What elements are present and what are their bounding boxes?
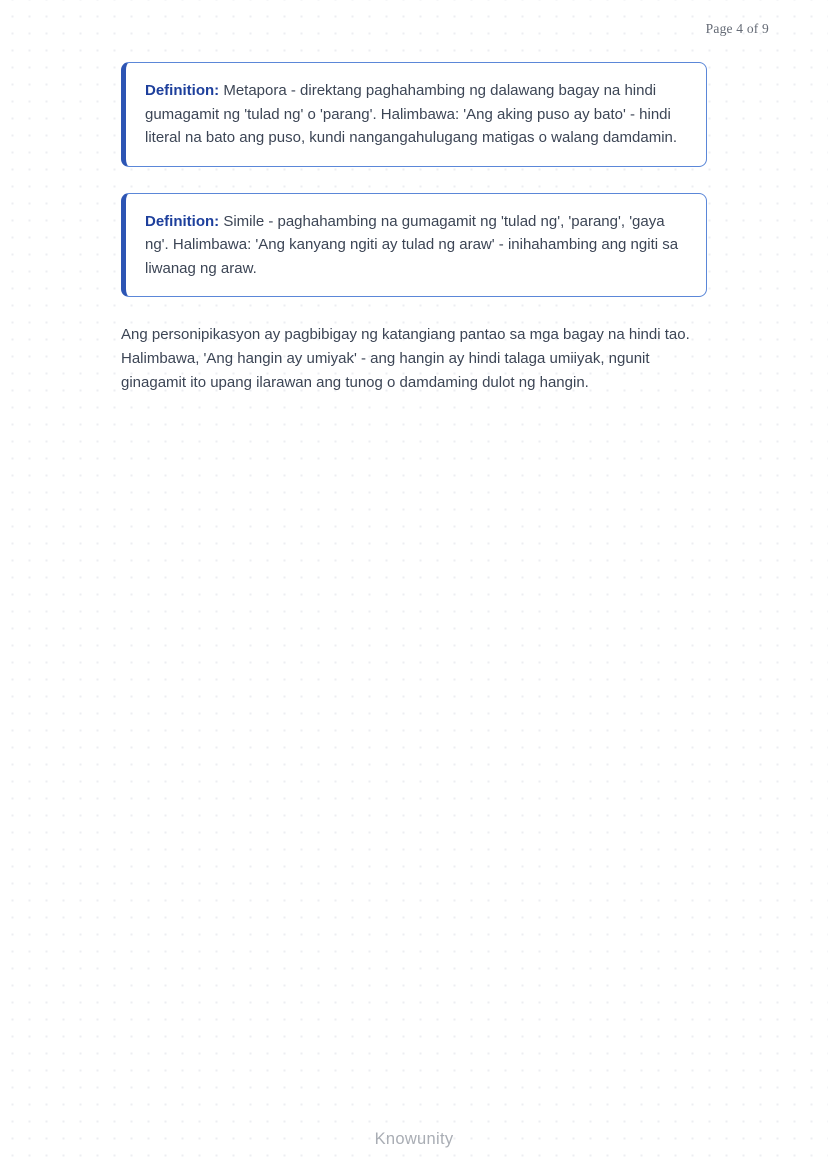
definition-label: Definition: xyxy=(145,82,220,99)
definition-label: Definition: xyxy=(145,212,220,230)
definition-box-simile xyxy=(121,193,707,298)
definition-box-metapora xyxy=(121,62,707,167)
definition-body: Simile - paghahambing na gumagamit ng 'tulad ng', 'parang', 'gaya ng'. Halimbawa: 'Ang kanyang ngiti ay tulad ng araw' - inihahambing ang ngiti sa liwanag ng araw. xyxy=(145,212,679,277)
definition-text xyxy=(145,79,690,150)
personification-paragraph: Ang personipikasyon ay pagbibigay ng katangiang pantao sa mga bagay na hindi tao. Halimbawa, 'Ang hangin ay umiyak' - ang hangin ay hindi talaga umiiyak, ngunit ginagamit ito upang ilarawan ang tunog o damdaming dulot ng hangin. xyxy=(121,326,690,391)
definition-body: Metapora - direktang paghahambing ng dalawang bagay na hindi gumagamit ng 'tulad ng' o 'parang'. Halimbawa: 'Ang aking puso ay bato' - hindi literal na bato ang puso, kundi nangangahulugang matigas o walang damdamin. xyxy=(145,82,678,146)
page-content xyxy=(121,62,707,395)
definition-text xyxy=(145,210,690,281)
page-indicator: Page 4 of 9 xyxy=(705,21,769,36)
knowunity-watermark: Knowunity xyxy=(374,1130,454,1148)
